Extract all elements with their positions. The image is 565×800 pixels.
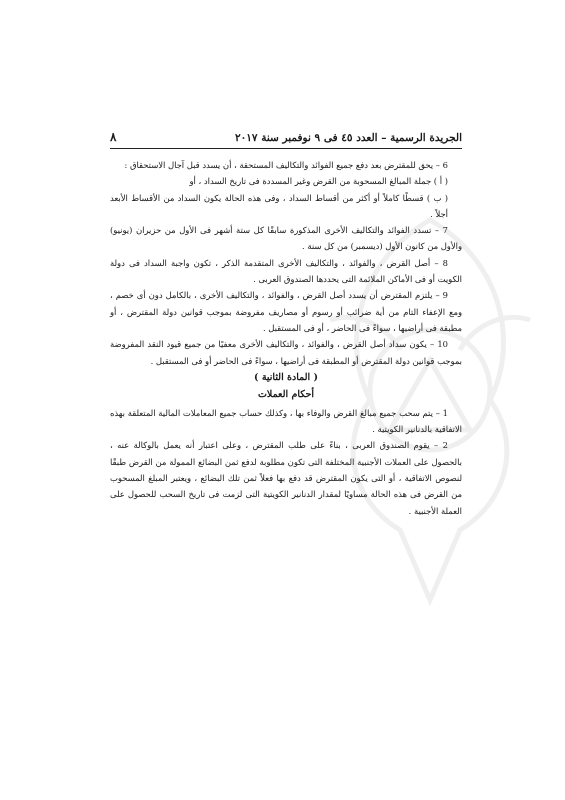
paragraph-7: 7 – تسدد الفوائد والتكاليف الأخرى المذكورة سابقًا كل ستة أشهر فى الأول من حزيران (يونيو) والأول من كانون الأول (ديسمبر) من كل سنة . bbox=[110, 225, 462, 252]
article-heading: ( المادة الثانية ) bbox=[254, 371, 318, 383]
section-title: أحكام العملات bbox=[257, 388, 315, 400]
paragraph-9: 9 – يلتزم المقترض أن يسدد أصل القرض ، والفوائد ، والتكاليف الأخرى ، بالكامل دون أى خصم ، ومع الإعفاء التام من أية ضرائب أو رسوم أو مصاريف مفروضة بموجب قوانين دولة المقترض ، أو مطبقة فى أراضيها ، سواءً فى الحاضر ، أو فى المستقبل . bbox=[110, 290, 462, 333]
clause-a: ( أ ) جملة المبالغ المسحوبة من القرض وغير المسددة فى تاريخ السداد ، أو bbox=[189, 176, 448, 187]
paragraph-8: 8 – أصل القرض ، والفوائد ، والتكاليف الأخرى المتقدمة الذكر ، تكون واجبة السداد فى دولة الكويت أو فى الأماكن الملائمة التى يحددها الصندوق العربى . bbox=[110, 257, 462, 285]
paragraph-10: 10 – يكون سداد أصل القرض ، والفوائد ، والتكاليف الأخرى معفيًا من جميع قيود النقد المفروضة بموجب قوانين دولة المقترض أو المطبقة فى أراضيها ، سواءً فى الحاضر أو فى المستقبل . bbox=[110, 339, 462, 366]
article-paragraph-2: 2 – يقوم الصندوق العربى ، بناءً على طلب المقترض ، وعلى اعتبار أنه يعمل بالوكالة عنه ، بالحصول على العملات الأجنبية المختلفة التى تكون مطلوبة لدفع ثمن البضائع الممولة من القرض طبقًا لنصوص الاتفاقية ، أو التى يكون المقترض قد دفع بها فعلاً ثمن تلك البضائع ، ويعتبر المبلغ المسحوب من القرض فى هذه الحالة مساويًا لمقدار الدنانير الكويتية التى لزمت فى تاريخ السحب للحصول على العملة الأجنبية . bbox=[110, 440, 462, 516]
paragraph-6: 6 – يحق للمقترض بعد دفع جميع الفوائد والتكاليف المستحقة ، أن يسدد قبل آجال الاستحقاق : bbox=[124, 160, 448, 170]
article-paragraph-1: 1 – يتم سحب جميع مبالغ القرض والوفاء بها ، وكذلك حساب جميع المعاملات المالية المتعلقة بهذه الاتفاقية بالدنانير الكويتية . bbox=[110, 407, 462, 435]
document-page bbox=[110, 130, 462, 519]
clause-b: ( ب ) قسطًا كاملاً أو أكثر من أقساط السداد ، وفى هذه الحالة يكون السداد من الأقساط الأبعد أجلاً . bbox=[110, 192, 448, 219]
page-number: ٨ bbox=[110, 130, 117, 144]
running-header bbox=[110, 130, 462, 149]
gazette-title: الجريدة الرسمية – العدد ٤٥ فى ٩ نوفمبر سنة ٢٠١٧ bbox=[235, 132, 462, 144]
